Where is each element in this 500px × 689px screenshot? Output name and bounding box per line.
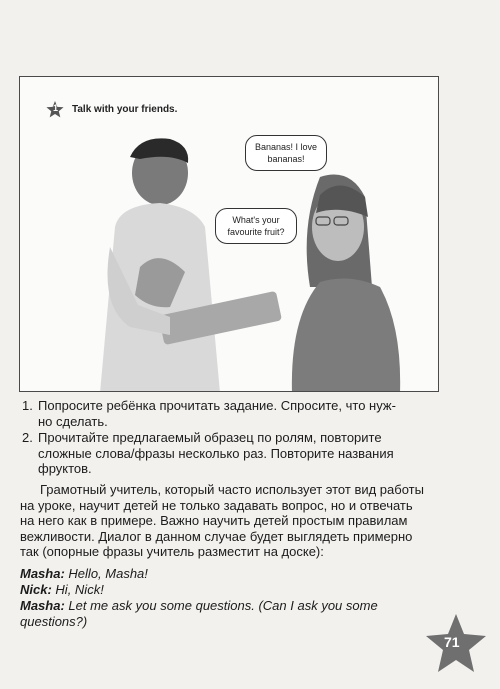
page-number: 71 bbox=[444, 634, 460, 650]
list-text-line: сложные слова/фразы несколько раз. Повторите названия bbox=[38, 445, 394, 461]
list-item bbox=[22, 398, 443, 429]
boy-figure bbox=[100, 138, 282, 392]
list-number: 2. bbox=[22, 430, 33, 445]
dialogue-speaker: Masha: bbox=[20, 598, 65, 613]
list-item bbox=[22, 430, 443, 477]
list-text-line: Прочитайте предлагаемый образец по ролям, повторите bbox=[38, 430, 382, 445]
dialogue-line bbox=[20, 598, 442, 629]
dialogue-continuation: questions?) bbox=[20, 613, 88, 629]
girl-figure bbox=[292, 175, 400, 393]
paragraph-line: на него как в примере. Важно научить детей простым правилам bbox=[20, 513, 408, 528]
task-number: 1 bbox=[53, 103, 59, 113]
dialogue-speaker: Nick: bbox=[20, 582, 52, 597]
paragraph-line: вежливости. Диалог в данном случае будет выглядеть примерно bbox=[20, 528, 413, 544]
task-instruction: Talk with your friends. bbox=[72, 104, 178, 115]
dialogue-speaker: Masha: bbox=[20, 566, 65, 581]
paragraph-line: Грамотный учитель, который часто использует этот вид работы bbox=[40, 482, 424, 497]
dialogue-line bbox=[20, 582, 442, 598]
list-number: 1. bbox=[22, 398, 33, 413]
task-illustration-frame bbox=[19, 76, 439, 392]
paragraph-line: так (опорные фразы учитель разместит на доске): bbox=[20, 544, 324, 559]
paragraph-line: на уроке, научит детей не только задавать вопрос, но и отвечать bbox=[20, 497, 413, 513]
list-text-line: фруктов. bbox=[38, 461, 92, 476]
speech-bubble-girl: Bananas! I love bananas! bbox=[245, 135, 327, 171]
body-paragraph bbox=[20, 482, 442, 560]
dialogue-text: Let me ask you some questions. (Can I ask you some bbox=[68, 598, 378, 613]
dialogue-text: Hello, Masha! bbox=[68, 566, 148, 581]
speech-bubble-boy: What's your favourite fruit? bbox=[215, 208, 297, 244]
list-text-line: но сделать. bbox=[38, 413, 108, 429]
dialogue-line bbox=[20, 566, 442, 582]
dialogue-text: Hi, Nick! bbox=[55, 582, 104, 597]
list-text-line: Попросите ребёнка прочитать задание. Спросите, что нуж- bbox=[38, 398, 396, 413]
